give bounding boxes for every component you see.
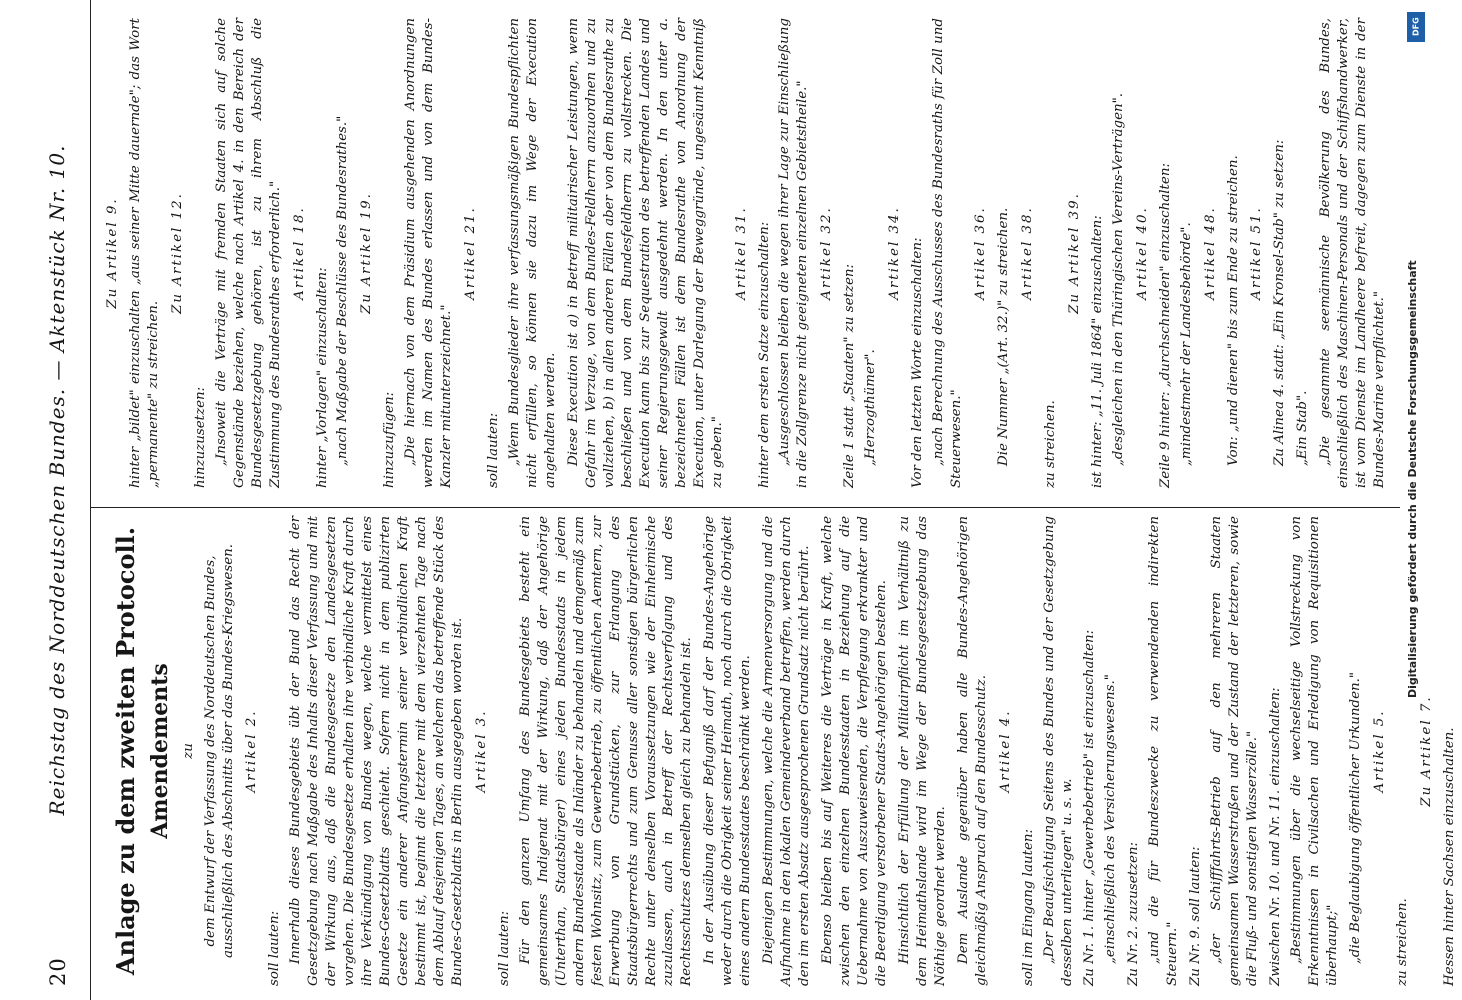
paragraph: Für den ganzen Umfang des Bundesgebiets besteht ein gemeinsames Indigenat mit der Wirkung, daß der Angehörige (Unterthan, Staatsbürger) eines jeden Bundesstaats in jedem andern Bundesstaate als Inländer zu behandeln und demgemäß zum festen Wohnsitz, zum Gewerbebetrieb, zu öffentlichen Aemtern, zur Erwerbung von Grundstücken, zur Erlangung des Staatsbürgerrechts und zum Genusse aller sonstigen bürgerlichen Rechte unter denselben Voraussetzungen wie der Einheimische zuzulassen, auch in Betreff der Rechtsverfolgung und des Rechtsschutzes demselben gleich zu behandeln ist.: [517, 516, 695, 986]
article-48-heading: Artikel 48.: [1202, 206, 1218, 300]
article-5-heading: Artikel 5.: [1371, 709, 1387, 793]
instruction: ist hinter: „11. Juli 1864" einzuschalten:: [1089, 215, 1105, 488]
heading-zu: zu: [180, 743, 196, 759]
running-header: [36, 0, 82, 1000]
dfg-credit-text: Digitalisierung gefördert durch die Deutsche Forschungsgemeinschaft: [1406, 260, 1419, 698]
right-column: [98, 18, 1394, 488]
paragraph: „Ein Stab".: [1295, 390, 1311, 466]
instruction: soll lauten:: [267, 910, 283, 986]
instruction: Zu Nr. 2. zuzusetzen:: [1126, 841, 1142, 986]
article-21-heading: Artikel 21.: [463, 206, 479, 300]
paragraph: Hinsichtlich der Erfüllung der Militairpflicht im Verhältniß zu dem Heimathslande wird im Wege der Bundesgesetzgebung das Nöthige geordnet werden.: [896, 516, 948, 986]
article-39-heading: Zu Artikel 39.: [1066, 192, 1082, 314]
article-2-heading: Artikel 2.: [244, 709, 260, 793]
paragraph: „Bestimmungen über die wechselseitige Vollstreckung von Erkenntnissen in Civilsachen und Erledigung von Requisitionen überhaupt;": [1289, 516, 1340, 986]
paragraph: Diese Execution ist a) in Betreff militairischer Leistungen, wenn Gefahr im Verzuge, von dem Bundes-Feldherrn anzuordnen und zu vollziehen, b) in allen anderen Fällen aber von dem Bundesrathe zu beschließen und von dem Bundesfeldherrn zu vollstrecken. Die Execution kann bis zur Sequestration des betreffenden Landes und seiner Regierungsgewalt ausgedehnt werden. In den unter a. bezeichneten Fällen ist dem Bundesrathe von Anordnung der Execution, unter Darlegung der Beweggründe, ungesäumt Kenntniß zu geben.": [565, 18, 725, 488]
paragraph: Von: „und dienen" bis zum Ende zu streichen.: [1225, 155, 1241, 466]
article-7-heading: Zu Artikel 7.: [1418, 695, 1434, 807]
annex-title: Anlage zu dem zweiten Protocoll.: [111, 526, 140, 976]
rotated-document-sheet: [36, 0, 1457, 1000]
instruction: zu streichen.: [1394, 898, 1410, 986]
article-18-heading: Artikel 18.: [291, 206, 307, 300]
instruction: soll im Eingang lauten:: [1020, 828, 1036, 986]
paragraph: „die Beglaubigung öffentlicher Urkunden.": [1347, 671, 1363, 964]
article-12-heading: Zu Artikel 12.: [169, 192, 185, 314]
left-column: [98, 516, 1462, 986]
paragraph: hinter „bildet" einzuschalten „aus seiner Mitte dauernde"; das Wort „permanente" zu streichen.: [127, 18, 161, 488]
dfg-sidebar: [1404, 6, 1430, 996]
instruction: soll lauten:: [496, 910, 512, 986]
article-4-heading: Artikel 4.: [997, 709, 1013, 793]
paragraph: „der Schifffahrts-Betrieb auf den mehreren Staaten gemeinsamen Wasserstraßen und der Zustand der letzteren, sowie die Fluß- und sonstigen Wasserzölle.": [1209, 516, 1261, 986]
paragraph: „Die hiernach von dem Präsidium ausgehenden Anordnungen werden im Namen des Bundes erlassen und von dem Bundes-Kanzler mitunterzeichnet.": [403, 18, 455, 488]
dfg-logo: DFG: [1407, 12, 1425, 42]
paragraph: Ebenso bleiben bis auf Weiteres die Verträge in Kraft, welche zwischen den einzelnen Bundesstaaten in Beziehung auf die Uebernahme von Auszuweisenden, die Verpflegung erkrankter und die Beerdigung verstorbener Staats-Angehörigen bestehen.: [820, 516, 889, 986]
column-divider: [90, 507, 1400, 508]
instruction: Zeile 1 statt „Staaten" zu setzen:: [842, 263, 858, 488]
instruction: Zu Nr. 9. soll lauten:: [1188, 846, 1204, 986]
article-51-heading: Artikel 51.: [1249, 206, 1265, 300]
paragraph: Innerhalb dieses Bundesgebiets übt der Bund das Recht der Gesetzgebung nach Maßgabe des Inhalts dieser Verfassung und mit der Wirkung aus, daß die Bundesgesetze den Landesgesetzen vorgehen. Die Bundesgesetze erhalten ihre verbindliche Kraft durch ihre Verkündigung von Bundes wegen, welche vermittelst eines Bundes-Gesetzblatts geschieht. Sofern nicht in dem publizirten Gesetze ein anderer Anfangstermin seiner verbindlichen Kraft bestimmt ist, beginnt die letztere mit dem vierzehnten Tage nach dem Ablauf desjenigen Tages, an welchem das betreffende Stück des Bundes-Gesetzblatts in Berlin ausgegeben worden ist.: [288, 516, 465, 986]
instruction: hinter dem ersten Satze einzuschalten:: [756, 221, 772, 488]
header-rule: [90, 0, 91, 1000]
page-number: 20: [46, 957, 70, 986]
paragraph: „und die für Bundeszwecke zu verwendenden indirekten Steuern.": [1147, 516, 1181, 986]
instruction: hinter „Vorlagen" einzuschalten:: [314, 267, 330, 488]
article-9-heading: Zu Artikel 9.: [105, 197, 120, 309]
article-3-heading: Artikel 3.: [473, 709, 489, 793]
paragraph: In der Ausübung dieser Befugniß darf der Bundes-Angehörige weder durch die Obrigkeit seiner Heimath, noch durch die Obrigkeit eines andern Bundesstaates beschränkt werden.: [702, 516, 754, 986]
instruction: Vor den letzten Worte einzuschalten:: [910, 237, 926, 488]
instruction: zu streichen.: [1042, 400, 1058, 488]
instruction: Hessen hinter Sachsen einzuschalten.: [1441, 727, 1457, 986]
paragraph: „Wenn Bundesglieder ihre verfassungsmäßigen Bundespflichten nicht erfüllen, so können sie dazu im Wege der Execution angehalten werden.: [507, 18, 559, 488]
article-36-heading: Artikel 36.: [973, 206, 989, 300]
amendments-heading: Amendements: [147, 663, 174, 839]
article-40-heading: Artikel 40.: [1134, 206, 1150, 300]
instruction: Zeile 9 hinter: „durchschneiden" einzuschalten:: [1157, 163, 1173, 488]
paragraph: „Insoweit die Verträge mit fremden Staaten sich auf solche Gegenstände beziehen, welche nach Artikel 4. in den Bereich der Bundesgesetzgebung gehören, ist zu ihrem Abschluß die Zustimmung des Bundesrathes erforderlich.": [213, 18, 283, 488]
article-19-heading: Zu Artikel 19.: [359, 192, 375, 314]
paragraph: „Herzogthümer".: [863, 349, 879, 466]
paragraph: „Die gesammte seemännische Bevölkerung des Bundes, einschließlich des Maschinen-Personals und der Schiffshandwerker, ist vom Dienste im Landheere befreit, dagegen zum Dienste in der Bundes-Marine verpflichtet.": [1318, 18, 1388, 488]
article-34-heading: Artikel 34.: [887, 206, 903, 300]
instruction: Zu Nr. 1. hinter „Gewerbebetrieb" ist einzuschalten:: [1082, 629, 1098, 986]
paragraph: „nach Maßgabe der Beschlüsse des Bundesrathes.": [335, 115, 351, 466]
paragraph: „nach Berechnung des Ausschusses des Bundesraths für Zoll und Steuerwesen.": [931, 18, 965, 488]
heading-subject: dem Entwurf der Verfassung des Norddeutschen Bundes, ausschließlich des Abschnitts über das Bundes-Kriegswesen.: [202, 543, 236, 959]
instruction: Zwischen Nr. 10. und Nr. 11. einzuschalten:: [1268, 687, 1284, 986]
article-38-heading: Artikel 38.: [1019, 206, 1035, 300]
article-31-heading: Artikel 31.: [733, 206, 749, 300]
paragraph: „mindestmehr der Landesbehörde".: [1178, 222, 1194, 466]
paragraph: Zu Alinea 4. statt: „Ein Kronsel-Stab" zu setzen:: [1272, 139, 1288, 466]
instruction: hinzuzufügen:: [382, 391, 398, 488]
paragraph: „einschließlich des Versicherungswesens.": [1103, 674, 1119, 964]
paragraph: Diejenigen Bestimmungen, welche die Armenversorgung und die Aufnahme in den lokalen Gemeindeverband betreffen, werden durch den im ersten Absatz ausgesprochenen Grundsatz nicht berührt.: [761, 516, 813, 986]
instruction: hinzuzusetzen:: [192, 386, 208, 488]
paragraph: Dem Auslande gegenüber haben alle Bundes-Angehörigen gleichmäßig Anspruch auf den Bundesschutz.: [955, 516, 989, 986]
article-32-heading: Artikel 32.: [819, 206, 835, 300]
instruction: soll lauten:: [486, 412, 502, 488]
paragraph: „desgleichen in den Thüringischen Vereins-Verträgen".: [1110, 92, 1126, 466]
paragraph: Die Nummer „(Art. 32.)" zu streichen.: [995, 207, 1011, 466]
paragraph: „Ausgeschlossen bleiben die wegen ihrer Lage zur Einschließung in die Zollgrenze nicht geeigneten einzelnen Gebietstheile.": [777, 18, 811, 488]
running-title: Reichstag des Norddeutschen Bundes. — Aktenstück Nr. 10.: [45, 144, 69, 816]
paragraph: „Der Beaufsichtigung Seitens des Bundes und der Gesetzgebung desselben unterliegen" u. s. w.: [1041, 516, 1075, 986]
